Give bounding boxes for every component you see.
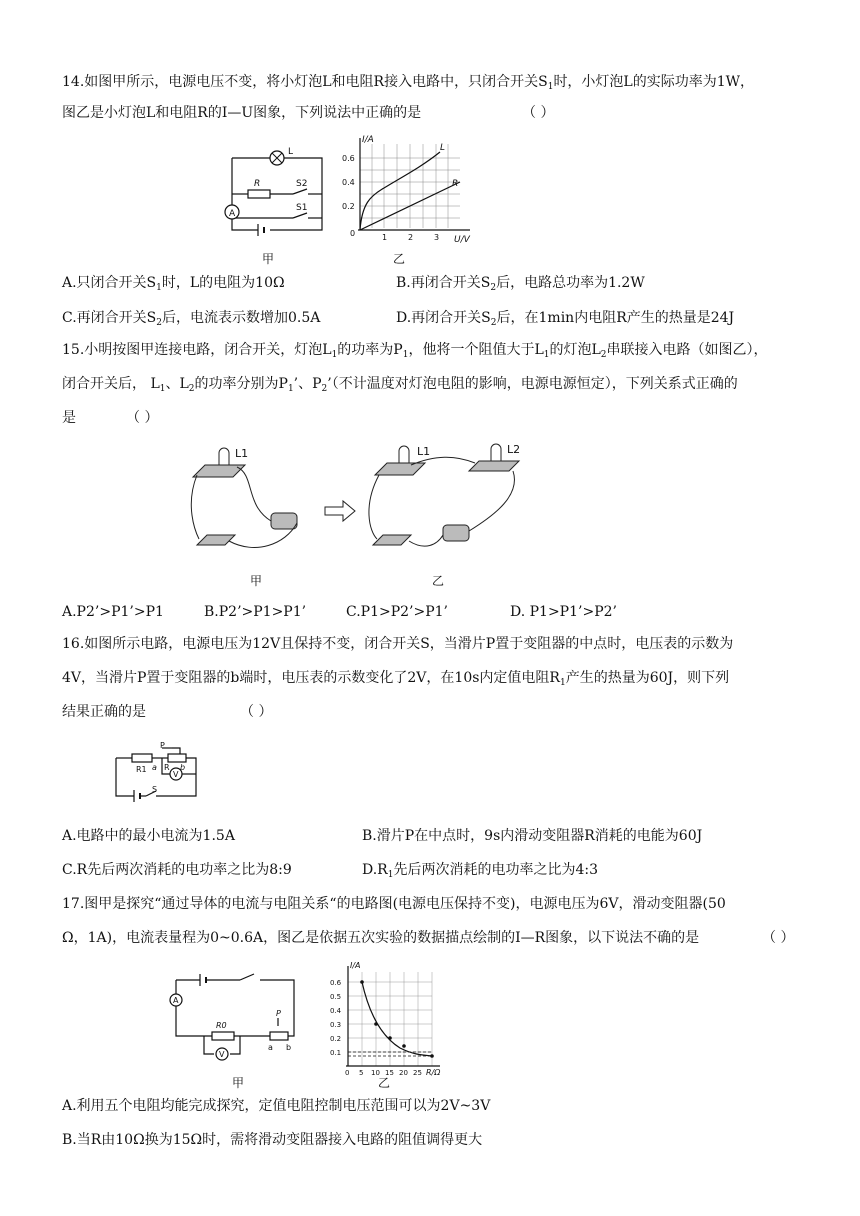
q15-option-a: A.P2’>P1’>P1 <box>62 604 164 620</box>
svg-text:25: 25 <box>413 1069 422 1077</box>
svg-text:15: 15 <box>385 1069 394 1077</box>
svg-text:b: b <box>180 763 186 772</box>
rheostat-icon <box>168 754 186 762</box>
q17-circuit-diagram <box>168 970 298 1066</box>
arrow-right-icon <box>325 501 355 521</box>
q14-caption-left: 甲 <box>262 252 275 266</box>
svg-text:0: 0 <box>350 229 356 238</box>
q17-caption-right: 乙 <box>378 1076 391 1090</box>
svg-text:20: 20 <box>399 1069 408 1077</box>
q14-option-d: D.再闭合开关$S_2$后，在1min内电阻R产生的热量是24J <box>396 310 735 328</box>
q14-stem-line2: 图乙是小灯泡L和电阻R的I—U图象，下列说法中正确的是 <box>62 105 422 121</box>
svg-text:L: L <box>288 147 294 157</box>
q15-stem-line1: 15.小明按图甲连接电路，闭合开关，灯泡$L_1$的功率为$P_1$，他将一个阻值大于$L_1$的灯泡$L_2$串联接入电路（如图乙）， <box>62 342 768 360</box>
svg-text:L1: L1 <box>417 445 431 458</box>
svg-text:0.2: 0.2 <box>330 1035 342 1043</box>
svg-text:S: S <box>152 785 158 794</box>
svg-text:R: R <box>164 763 170 772</box>
svg-text:I/A: I/A <box>362 135 374 145</box>
q15-option-c: C.P1>P2’>P1’ <box>346 604 449 620</box>
q15-caption-right: 乙 <box>432 574 445 588</box>
q14-answer-bracket: （ ） <box>522 105 555 121</box>
svg-text:L: L <box>440 143 446 153</box>
svg-text:0.5: 0.5 <box>330 993 342 1001</box>
q17-option-a: A.利用五个电阻均能完成探究，定值电阻控制电压范围可以为2V~3V <box>62 1098 491 1114</box>
q17-ir-graph <box>320 958 450 1078</box>
q16-stem-line2: 4V，当滑片P置于变阻器的b端时，电压表的示数变化了2V，在10s内定值电阻$R_1$产生的热量为60J，则下列 <box>62 670 730 688</box>
svg-text:S1: S1 <box>296 203 308 213</box>
q16-circuit-diagram <box>108 740 208 802</box>
svg-text:0.6: 0.6 <box>330 979 342 987</box>
resistor-icon <box>212 1032 234 1040</box>
q15-stem-line3: 是 <box>62 410 76 426</box>
q15-option-b: B.P2’>P1>P1’ <box>204 604 307 620</box>
svg-text:A: A <box>173 996 179 1005</box>
svg-text:V: V <box>173 770 179 779</box>
svg-text:U/V: U/V <box>454 235 470 245</box>
svg-text:0.3: 0.3 <box>330 1021 342 1029</box>
svg-text:10: 10 <box>371 1069 380 1077</box>
svg-text:3: 3 <box>434 233 440 242</box>
q16-option-b: B.滑片P在中点时，9s内滑动变阻器R消耗的电能为60J <box>362 828 703 844</box>
q17-answer-bracket: （ ） <box>762 930 795 946</box>
svg-text:0.4: 0.4 <box>342 178 355 187</box>
svg-text:A: A <box>229 209 236 219</box>
svg-text:R: R <box>452 179 459 189</box>
svg-text:L2: L2 <box>507 443 521 456</box>
q17-stem-line2: Ω，1A)，电流表量程为0~0.6A，图乙是依据五次实验的数据描点绘制的I—R图象，以下说法不确的是 <box>62 930 700 946</box>
q14-option-c: C.再闭合开关$S_2$后，电流表示数增加0.5A <box>62 310 321 328</box>
svg-text:P: P <box>160 741 165 750</box>
svg-text:V: V <box>219 1050 225 1059</box>
q16-option-d: $D.R_1$先后两次消耗的电功率之比为4:3 <box>362 862 598 880</box>
svg-text:0.1: 0.1 <box>330 1049 342 1057</box>
svg-text:b: b <box>286 1043 292 1052</box>
q16-stem-line1: 16.如图所示电路，电源电压为12V且保持不变，闭合开关S，当滑片P置于变阻器的中点时，电压表的示数为 <box>62 636 734 652</box>
q17-option-b: B.当R由10Ω换为15Ω时，需将滑动变阻器接入电路的阻值调得更大 <box>62 1132 483 1148</box>
resistor-icon <box>248 190 270 198</box>
svg-text:R1: R1 <box>136 765 147 774</box>
q16-answer-bracket: （ ） <box>240 704 273 720</box>
svg-text:0: 0 <box>345 1069 350 1077</box>
q16-option-c: C.R先后两次消耗的电功率之比为8:9 <box>62 862 292 878</box>
svg-text:0.4: 0.4 <box>330 1007 342 1015</box>
svg-text:0.2: 0.2 <box>342 202 355 211</box>
q14-option-a: A.只闭合开关$S_1$时，L的电阻为10Ω <box>62 275 285 293</box>
q14-caption-right: 乙 <box>393 252 406 266</box>
svg-text:R: R <box>254 179 261 189</box>
svg-text:R/Ω: R/Ω <box>426 1068 441 1077</box>
q16-option-a: A.电路中的最小电流为1.5A <box>62 828 235 844</box>
resistor-icon <box>132 754 152 762</box>
svg-text:S2: S2 <box>296 179 308 189</box>
svg-text:R0: R0 <box>216 1021 227 1030</box>
q15-circuit-photos <box>185 435 525 575</box>
svg-text:P: P <box>276 1009 281 1018</box>
q16-stem-line3: 结果正确的是 <box>62 704 146 720</box>
q17-caption-left: 甲 <box>232 1076 245 1090</box>
svg-text:5: 5 <box>359 1069 364 1077</box>
rheostat-icon <box>270 1032 288 1040</box>
svg-text:0.6: 0.6 <box>342 154 355 163</box>
q14-option-b: B.再闭合开关$S_2$后，电路总功率为1.2W <box>396 275 645 293</box>
svg-text:1: 1 <box>382 233 388 242</box>
lamp-icon <box>270 151 284 165</box>
svg-text:a: a <box>268 1043 273 1052</box>
q14-stem-line1: 14.如图甲所示，电源电压不变，将小灯泡L和电阻R接入电路中，只闭合开关$S_1$时，小灯泡L的实际功率为1W， <box>62 74 755 92</box>
q15-option-d: D. P1>P1’>P2’ <box>510 604 617 620</box>
svg-text:L1: L1 <box>235 447 249 460</box>
q14-iu-graph <box>340 134 480 244</box>
q15-answer-bracket: （ ） <box>126 410 159 426</box>
svg-text:a: a <box>152 763 157 772</box>
svg-text:I/A: I/A <box>350 961 361 970</box>
q15-stem-line2: 闭合开关后， $L_1$、$L_2$的功率分别为$P_1$’、$P_2$’（不计温度对灯泡电阻的影响，电源电源恒定），下列关系式正确的 <box>62 376 738 394</box>
q14-circuit-diagram <box>218 142 338 242</box>
q15-caption-left: 甲 <box>250 574 263 588</box>
q17-stem-line1: 17.图甲是探究“通过导体的电流与电阻关系“的电路图(电源电压保持不变)，电源电压为6V，滑动变阻器(50 <box>62 896 726 912</box>
svg-text:2: 2 <box>408 233 414 242</box>
